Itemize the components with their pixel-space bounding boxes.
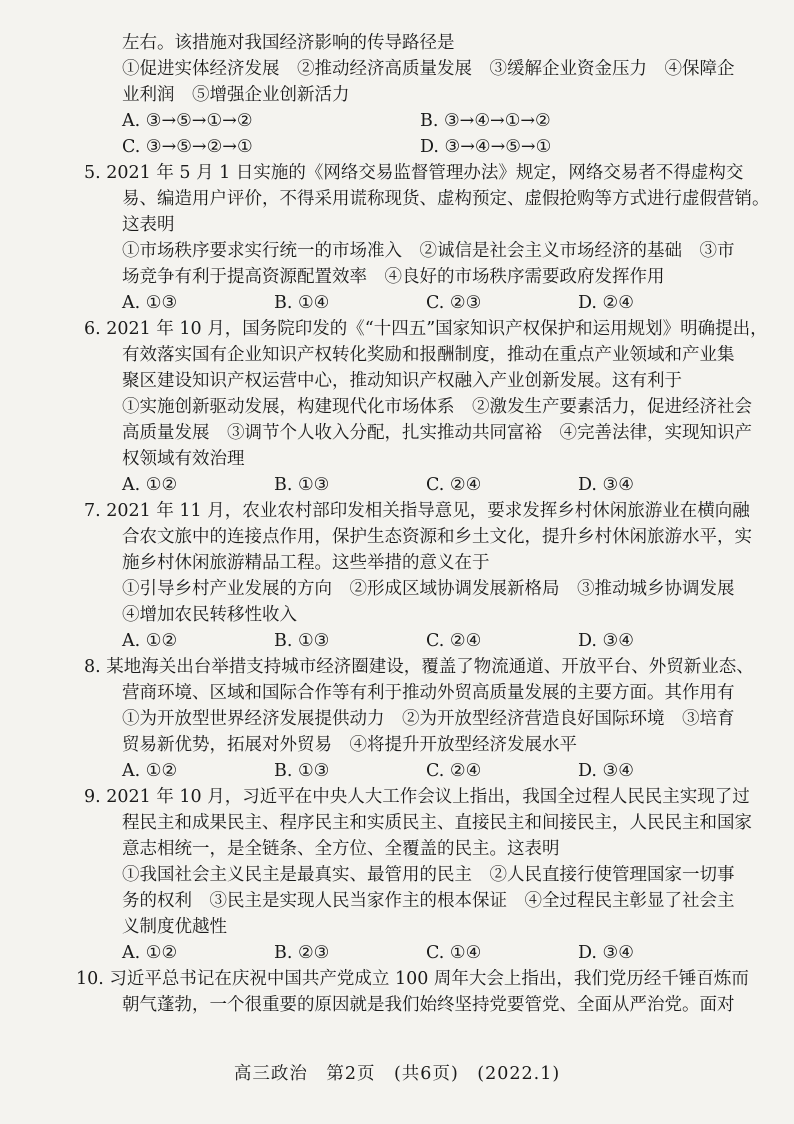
choice-d: D. ③④ (578, 943, 634, 963)
question-text: 程民主和成果民主、程序民主和实质民主、直接民主和间接民主，人民民主和国家 (122, 813, 752, 833)
question-7 (84, 498, 754, 654)
question-text: 聚区建设知识产权运营中心，推动知识产权融入产业创新发展。这有利于 (122, 371, 682, 391)
question-text: 有效落实国有企业知识产权转化奖励和报酬制度，推动在重点产业领域和产业集 (122, 345, 735, 365)
page-footer: 高三政治 第2页 (共6页) (2022.1) (233, 1064, 561, 1084)
choice-c: C. ②④ (426, 631, 482, 651)
choice-c: C. ①④ (426, 943, 482, 963)
question-text: 易、编造用户评价，不得采用谎称现货、虚构预定、虚假抢购等方式进行虚假营销。 (122, 189, 770, 209)
question-text: 5. 2021 年 5 月 1 日实施的《网络交易监督管理办法》规定，网络交易者不得虚构交 (84, 163, 744, 183)
statement-options: 权领域有效治理 (122, 449, 245, 469)
statement-options: 业利润 ⑤增强企业创新活力 (122, 85, 350, 105)
question-text: 这表明 (122, 215, 175, 235)
choice-d: D. ③④ (578, 761, 634, 781)
question-6 (84, 316, 768, 498)
answer-choices (90, 290, 754, 316)
statement-options: ①我国社会主义民主是最真实、最管用的民主 ②人民直接行使管理国家一切事 (122, 865, 735, 885)
statement-options: 义制度优越性 (122, 917, 227, 937)
statement-options: ①促进实体经济发展 ②推动经济高质量发展 ③缓解企业资金压力 ④保障企 (122, 59, 735, 79)
question-text: 营商环境、区域和国际合作等有利于推动外贸高质量发展的主要方面。其作用有 (122, 683, 735, 703)
question-text: 8. 某地海关出台举措支持城市经济圈建设，覆盖了物流通道、开放平台、外贸新业态、 (84, 657, 754, 677)
statement-options: 贸易新优势，拓展对外贸易 ④将提升开放型经济发展水平 (122, 735, 577, 755)
statement-options: ①市场秩序要求实行统一的市场准入 ②诚信是社会主义市场经济的基础 ③市 (122, 241, 735, 261)
answer-choices (90, 940, 754, 966)
question-4-continuation (90, 30, 754, 160)
choice-c: C. ②③ (426, 293, 482, 313)
choice-a: A. ③→⑤→①→② (122, 111, 253, 131)
question-9 (84, 784, 754, 966)
answer-choices (90, 472, 754, 498)
choice-a: A. ①② (122, 475, 178, 495)
choice-b: B. ①④ (274, 293, 330, 313)
choice-b: B. ①③ (274, 761, 330, 781)
choice-c: C. ②④ (426, 475, 482, 495)
statement-options: ④增加农民转移性收入 (122, 605, 297, 625)
question-text: 意志相统一，是全链条、全方位、全覆盖的民主。这表明 (122, 839, 560, 859)
choice-c: C. ②④ (426, 761, 482, 781)
question-text: 施乡村休闲旅游精品工程。这些举措的意义在于 (122, 553, 490, 573)
question-8 (84, 654, 754, 784)
choice-b: B. ②③ (274, 943, 330, 963)
choice-a: A. ①② (122, 631, 178, 651)
question-10 (76, 966, 754, 1018)
question-text: 10. 习近平总书记在庆祝中国共产党成立 100 周年大会上指出，我们党历经千锤百炼而 (76, 969, 749, 989)
answer-choices (90, 628, 754, 654)
question-text: 左右。该措施对我国经济影响的传导路径是 (122, 33, 455, 53)
choice-d: D. ③④ (578, 631, 634, 651)
question-text: 合农文旅中的连接点作用，保护生态资源和乡土文化，提升乡村休闲旅游水平，实 (122, 527, 752, 547)
choice-a: A. ①③ (122, 293, 178, 313)
statement-options: 务的权利 ③民主是实现人民当家作主的根本保证 ④全过程民主彰显了社会主 (122, 891, 735, 911)
statement-options: ①为开放型世界经济发展提供动力 ②为开放型经济营造良好国际环境 ③培育 (122, 709, 735, 729)
question-text: 7. 2021 年 11 月，农业农村部印发相关指导意见，要求发挥乡村休闲旅游业在横向融 (84, 501, 750, 521)
statement-options: ①实施创新驱动发展，构建现代化市场体系 ②激发生产要素活力，促进经济社会 (122, 397, 752, 417)
choice-c: C. ③→⑤→②→① (122, 137, 253, 157)
choice-b: B. ③→④→①→② (420, 111, 551, 131)
question-text: 朝气蓬勃，一个很重要的原因就是我们始终坚持党要管党、全面从严治党。面对 (122, 995, 735, 1015)
choice-d: D. ③④ (578, 475, 634, 495)
statement-options: 场竞争有利于提高资源配置效率 ④良好的市场秩序需要政府发挥作用 (122, 267, 665, 287)
choice-b: B. ①③ (274, 631, 330, 651)
choice-d: D. ③→④→⑤→① (420, 137, 552, 157)
question-5 (84, 160, 770, 316)
statement-options: 高质量发展 ③调节个人收入分配，扎实推动共同富裕 ④完善法律，实现知识产 (122, 423, 752, 443)
answer-choices (90, 108, 754, 160)
question-text: 6. 2021 年 10 月，国务院印发的《“十四五”国家知识产权保护和运用规划》明确提出， (84, 319, 768, 339)
choice-b: B. ①③ (274, 475, 330, 495)
choice-d: D. ②④ (578, 293, 634, 313)
choice-a: A. ①② (122, 943, 178, 963)
answer-choices (90, 758, 754, 784)
statement-options: ①引导乡村产业发展的方向 ②形成区域协调发展新格局 ③推动城乡协调发展 (122, 579, 735, 599)
question-text: 9. 2021 年 10 月，习近平在中央人大工作会议上指出，我国全过程人民民主实现了过 (84, 787, 750, 807)
choice-a: A. ①② (122, 761, 178, 781)
